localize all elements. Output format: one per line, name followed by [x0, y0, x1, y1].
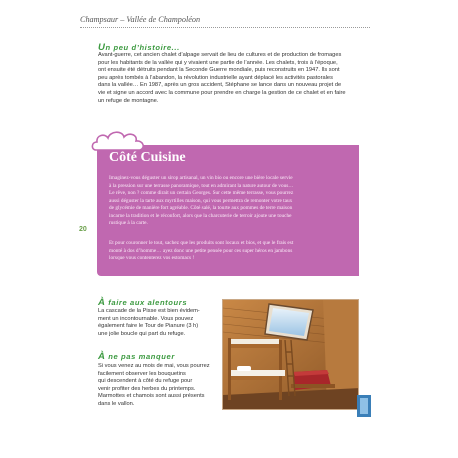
history-line: Avant-guerre, cet ancien chalet d’alpage servait de lieu de cultures et de production de fromages	[98, 52, 342, 58]
history-line: dans la vallée… En 1987, après un gros accident, Stéphane se lance dans un nouveau projet de	[98, 82, 342, 89]
chef-hat-icon	[90, 128, 150, 152]
nearby-line: également faire le Tour de Pianure (3 h)	[98, 323, 199, 330]
cuisine-paragraph-1	[109, 175, 349, 228]
running-head: Champsaur – Vallée de Champoléon	[80, 15, 201, 24]
nearby-line: une jolie boucle qui part du refuge.	[98, 330, 186, 337]
nearby-heading: À faire aux alentours	[98, 297, 188, 308]
dont-miss-text	[98, 363, 214, 409]
cuisine-line: rustique à la carte.	[109, 220, 148, 226]
history-line: vie et signe un accord avec la commune pour prendre en charge la gestion de ce chalet et en faire	[98, 89, 346, 96]
header-rule	[80, 27, 370, 28]
cuisine-line: monté à dos d’homme… ayez donc une petite pensée pour ces super héros en jambons	[109, 247, 293, 254]
dormitory-photo	[222, 299, 359, 410]
cuisine-line: incarne la tradition et le réconfort, alors que la charcuterie de terroir ajoute une touche	[109, 212, 292, 219]
cuisine-box	[97, 145, 359, 276]
dont-miss-line: Marmottes et chamois sont aussi présents	[98, 393, 205, 400]
nearby-line: La cascade de la Pisse est bien évidem-	[98, 308, 200, 314]
dont-miss-heading: À ne pas manquer	[98, 351, 175, 362]
nearby-text	[98, 308, 214, 338]
dont-miss-line: dans le vallon.	[98, 400, 135, 407]
history-line: un refuge de montagne.	[98, 97, 159, 104]
cuisine-line: lorsque vous contenterez vos estomacs !	[109, 255, 195, 261]
history-line: ont ensuite été détruits pendant la Seconde Guerre mondiale, puis reconstruits en 1947. Ils sont	[98, 67, 340, 74]
dont-miss-line: venir profiter des herbes du printemps.	[98, 385, 196, 392]
cuisine-line: aussi déguster la tarte aux myrtilles maison, qui vous permettra de remonter votre taux	[109, 197, 293, 204]
page-number: 20	[79, 226, 87, 233]
cuisine-paragraph-2	[109, 240, 349, 263]
dormitory-illustration	[223, 300, 359, 410]
cuisine-line: à la pression sur une terrasse panoramique, tout en admirant la nature autour de vous…	[109, 182, 294, 189]
cuisine-line: de glycémie de manière fort agréable. Côté salé, la tourte aux pommes de terre maison	[109, 205, 293, 211]
dont-miss-line: facilement observer les bouquetins	[98, 370, 186, 377]
history-text	[98, 52, 360, 105]
history-heading: Un peu d’histoire...	[98, 42, 180, 53]
dont-miss-line: Si vous venez au mois de mai, vous pourrez	[98, 363, 210, 369]
history-line: peu après tombés à l’abandon, la révolution industrielle ayant déplacé les activités pastorales	[98, 74, 333, 81]
dont-miss-line: qui descendent à côté du refuge pour	[98, 378, 193, 385]
history-line: pour les habitants de la vallée qui y vivaient une partie de l’année. Les chalets, trois à l’époque,	[98, 59, 338, 66]
cuisine-line: Imaginez-vous déguster un sirop artisanal, un vin bio ou encore une bière locale servie	[109, 175, 293, 181]
corner-decoration-icon	[357, 395, 371, 417]
cuisine-line: Et pour couronner le tout, sachez que les produits sont locaux et bios, et que le frais est	[109, 240, 294, 246]
nearby-line: ment un incontournable. Vous pouvez	[98, 315, 194, 322]
cuisine-line: Le rêve, non ? comme dirait un certain Georges. Sur cette même terrasse, vous pourrez	[109, 190, 294, 196]
cuisine-title: Côté Cuisine	[109, 150, 186, 165]
